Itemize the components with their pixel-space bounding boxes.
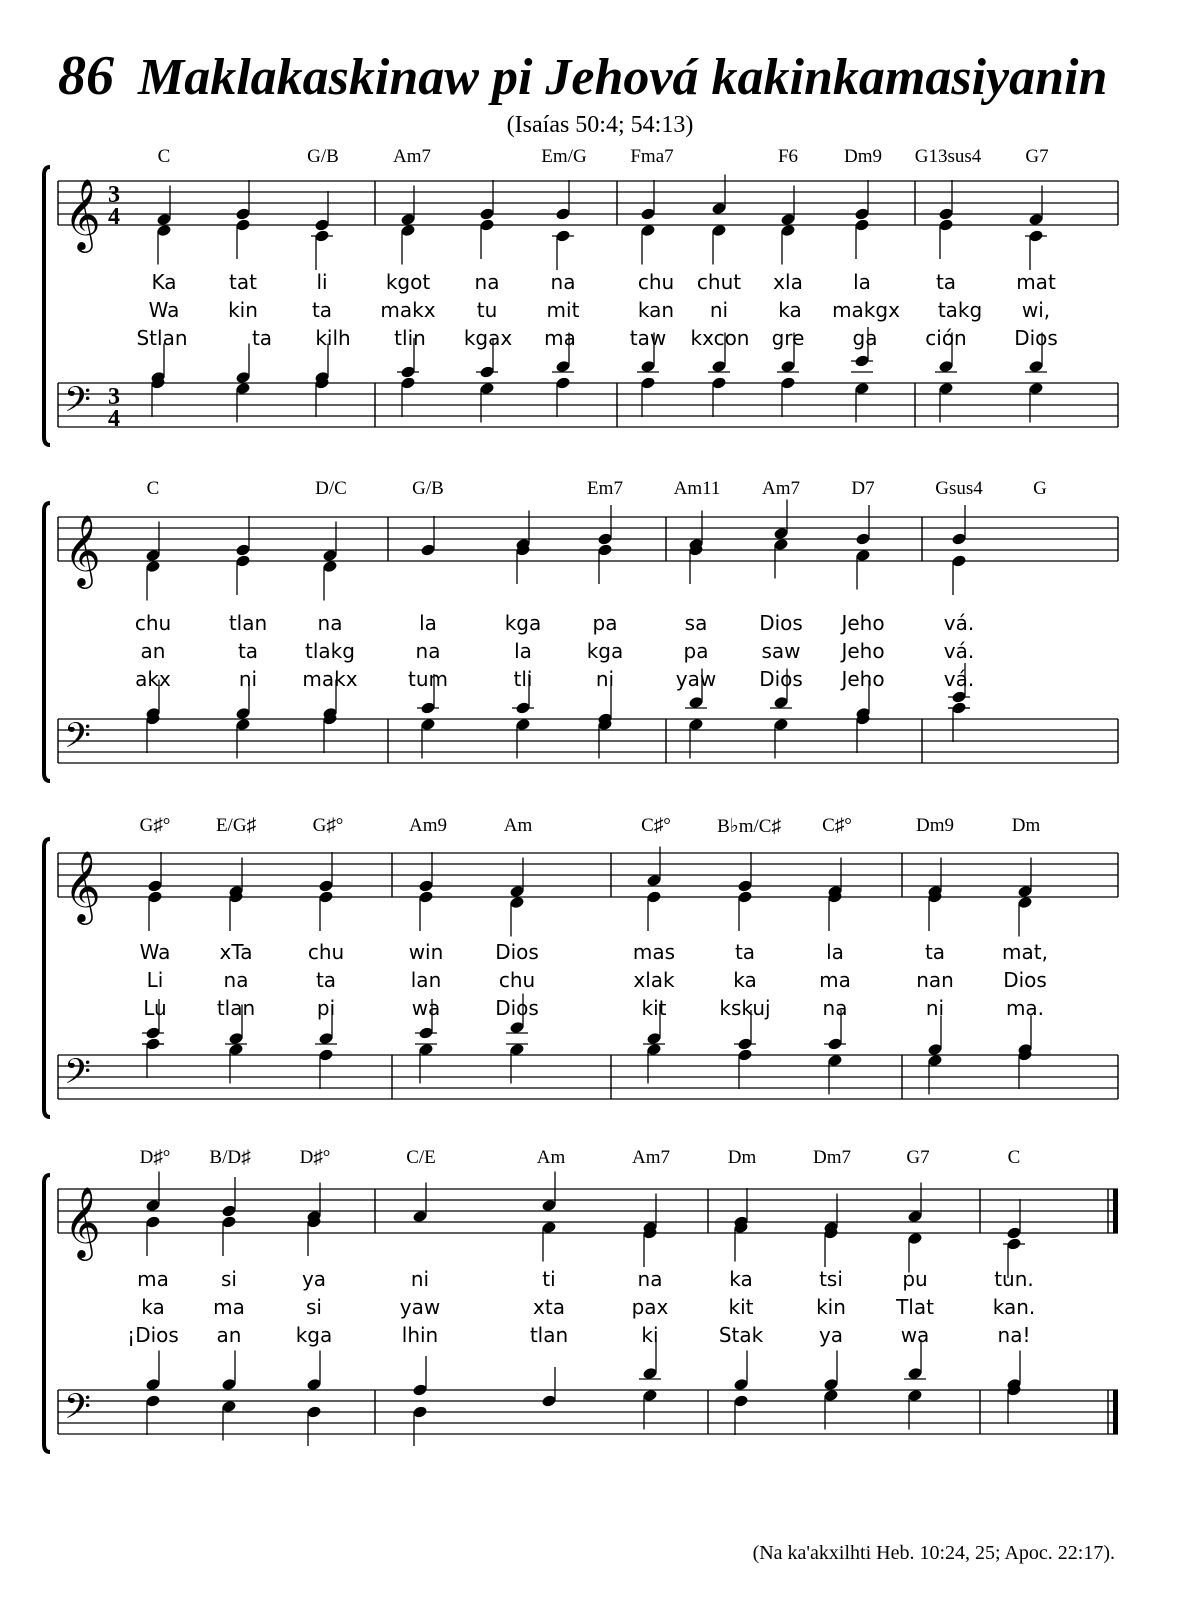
lyric-syllable: pi <box>316 996 336 1020</box>
lyric-syllable: kin <box>228 298 258 322</box>
lyric-syllable: ki <box>641 1323 659 1347</box>
lyric-syllable: ma <box>137 1267 169 1291</box>
lyric-syllable: saw <box>761 639 801 663</box>
chord-symbol: Dm9 <box>844 146 882 167</box>
chord-symbol: Am7 <box>632 1147 670 1168</box>
lyric-syllable: ta <box>251 326 273 350</box>
time-signature-numerator: 3 <box>108 384 120 410</box>
lyric-syllable: chut <box>696 270 742 294</box>
lyric-syllable: Jeho <box>841 611 885 635</box>
lyric-syllable: ta <box>237 639 259 663</box>
lyric-syllable: na <box>822 996 848 1020</box>
lyric-syllable: tlan <box>228 611 268 635</box>
bass-clef-icon: 𝄢 <box>64 1386 92 1435</box>
lyric-syllable: chu <box>498 968 536 992</box>
lyric-syllable: ma. <box>1005 996 1045 1020</box>
lyric-syllable: chu <box>307 940 345 964</box>
lyric-syllable: kgot <box>385 270 431 294</box>
lyric-syllable: win <box>408 940 444 964</box>
lyric-syllable: wa <box>411 996 441 1020</box>
lyric-syllable: ta <box>924 940 946 964</box>
bass-clef-icon: 𝄢 <box>64 715 92 764</box>
lyric-syllable: la <box>853 270 871 294</box>
lyric-syllable: Dios <box>495 996 539 1020</box>
chord-symbol: D♯° <box>139 1147 171 1168</box>
chord-symbol: Em/G <box>541 146 587 167</box>
lyric-syllable: la <box>419 611 437 635</box>
lyric-syllable: makx <box>302 667 358 691</box>
lyric-syllable: ma <box>213 1295 245 1319</box>
chord-symbol: F6 <box>777 146 799 167</box>
chord-symbol: Dm <box>1011 815 1041 836</box>
lyric-syllable: Li <box>146 968 164 992</box>
chord-symbol: Dm <box>727 1147 757 1168</box>
lyric-syllable: tat <box>229 270 257 294</box>
final-barline <box>1113 1189 1118 1233</box>
lyric-syllable: takg <box>937 298 983 322</box>
lyric-syllable: an <box>216 1323 242 1347</box>
lyric-syllable: kan. <box>992 1295 1036 1319</box>
lyric-syllable: ga <box>852 326 878 350</box>
lyric-syllable: ma <box>544 326 576 350</box>
lyric-syllable: ka <box>778 298 802 322</box>
lyric-syllable: kga <box>295 1323 333 1347</box>
lyric-syllable: kit <box>728 1295 754 1319</box>
lyric-syllable: yaw <box>399 1295 441 1319</box>
chord-symbol: C/E <box>406 1147 436 1168</box>
lyric-syllable: xla <box>773 270 803 294</box>
chord-symbol: Am9 <box>409 815 447 836</box>
lyric-syllable: na <box>550 270 576 294</box>
lyric-syllable: makgx <box>832 298 900 322</box>
lyric-syllable: la <box>826 940 844 964</box>
chord-symbol: D♯° <box>299 1147 331 1168</box>
lyric-syllable: Stlan <box>136 326 188 350</box>
time-signature-denominator: 4 <box>108 406 120 432</box>
lyric-syllable: tsi <box>819 1267 843 1291</box>
lyric-syllable: Dios <box>759 667 803 691</box>
chord-symbol: G <box>1033 478 1047 499</box>
lyric-syllable: ni <box>410 1267 430 1291</box>
lyric-syllable: kilh <box>315 326 351 350</box>
lyric-syllable: vá. <box>943 667 975 691</box>
lyric-syllable: mat <box>1016 270 1056 294</box>
lyric-syllable: Dios <box>1014 326 1058 350</box>
lyric-syllable: an <box>140 639 166 663</box>
lyric-syllable: kan <box>637 298 675 322</box>
lyric-syllable: ka <box>729 1267 753 1291</box>
chord-symbol: G7 <box>1025 146 1049 167</box>
lyric-syllable: kga <box>586 639 624 663</box>
lyric-syllable: kit <box>641 996 667 1020</box>
system-bracket <box>44 503 50 781</box>
lyric-syllable: Tlat <box>896 1295 934 1319</box>
scripture-reference: (Isaías 50:4; 54:13) <box>506 112 694 138</box>
treble-clef-icon: 𝄞 <box>64 849 101 922</box>
lyric-syllable: akx <box>135 667 171 691</box>
lyric-syllable: Lu <box>143 996 167 1020</box>
lyric-syllable: kxcon <box>690 326 750 350</box>
lyric-syllable: xTa <box>219 940 253 964</box>
lyric-syllable: tlin <box>394 326 426 350</box>
lyric-syllable: lhin <box>401 1323 439 1347</box>
chord-symbol: G7 <box>906 1147 930 1168</box>
chord-symbol: D/C <box>315 478 347 499</box>
footer-reference: (Na ka'akxilhti Heb. 10:24, 25; Apoc. 22:17). <box>752 1542 1115 1564</box>
lyric-syllable: ni <box>709 298 729 322</box>
lyric-syllable: ta <box>315 968 337 992</box>
lyric-syllable: chu <box>134 611 172 635</box>
lyric-syllable: na! <box>997 1323 1031 1347</box>
lyric-syllable: na <box>637 1267 663 1291</box>
hymn-number: 86 <box>58 45 114 107</box>
lyric-syllable: wa <box>900 1323 930 1347</box>
lyric-syllable: ma <box>819 968 851 992</box>
bass-clef-icon: 𝄢 <box>64 379 92 428</box>
lyric-syllable: si <box>221 1267 237 1291</box>
lyric-syllable: lan <box>410 968 442 992</box>
lyric-syllable: ¡Dios <box>127 1323 179 1347</box>
lyric-syllable: kgax <box>463 326 513 350</box>
lyric-syllable: ya <box>301 1267 327 1291</box>
chord-symbol: G♯° <box>139 815 171 836</box>
treble-clef-icon: 𝄞 <box>64 177 101 250</box>
lyric-syllable: tlan <box>216 996 256 1020</box>
lyric-syllable: ka <box>733 968 757 992</box>
system-bracket <box>44 839 50 1117</box>
lyric-syllable: pu <box>902 1267 928 1291</box>
lyric-syllable: chu <box>637 270 675 294</box>
lyric-syllable: kskuj <box>719 996 771 1020</box>
lyric-syllable: ni <box>925 996 945 1020</box>
lyric-syllable: xlak <box>633 968 675 992</box>
chord-symbol: Am7 <box>762 478 800 499</box>
lyric-syllable: nan <box>916 968 954 992</box>
lyric-syllable: Wa <box>148 298 180 322</box>
chord-symbol: Gsus4 <box>935 478 983 499</box>
lyric-syllable: mas <box>632 940 676 964</box>
lyric-syllable: Jeho <box>841 639 885 663</box>
lyric-syllable: la <box>514 639 532 663</box>
lyric-syllable: wi, <box>1021 298 1051 322</box>
chord-symbol: Em7 <box>587 478 623 499</box>
lyric-syllable: pa <box>683 639 709 663</box>
bass-clef-icon: 𝄢 <box>64 1051 92 1100</box>
lyric-syllable: Ka <box>151 270 177 294</box>
lyric-syllable: yaw <box>675 667 717 691</box>
chord-symbol: E/G♯ <box>215 815 257 836</box>
lyric-syllable: ta <box>935 270 957 294</box>
lyric-syllable: vá. <box>943 611 975 635</box>
system-bracket <box>44 1175 50 1452</box>
chord-symbol: B/D♯ <box>209 1147 251 1168</box>
lyric-syllable: si <box>306 1295 322 1319</box>
lyric-syllable: sa <box>684 611 708 635</box>
chord-symbol: B♭m/C♯ <box>717 816 781 837</box>
lyric-syllable: vá. <box>943 639 975 663</box>
lyric-syllable: li <box>316 270 328 294</box>
hymn-title: Maklakaskinaw pi Jehová kakinkamasiyanin <box>138 49 1108 106</box>
system-bracket <box>44 167 50 445</box>
lyric-syllable: kin <box>816 1295 846 1319</box>
time-signature-denominator: 4 <box>108 204 120 230</box>
chord-symbol: Am <box>536 1147 566 1168</box>
chord-symbol: G13sus4 <box>914 146 982 167</box>
chord-symbol: G/B <box>412 478 444 499</box>
lyric-syllable: tum <box>408 667 448 691</box>
chord-symbol: G♯° <box>312 815 344 836</box>
lyric-syllable: na <box>474 270 500 294</box>
chord-symbol: C♯° <box>822 815 852 836</box>
treble-clef-icon: 𝄞 <box>64 513 101 586</box>
lyric-syllable: makx <box>380 298 436 322</box>
lyric-syllable: kga <box>504 611 542 635</box>
lyric-syllable: na <box>415 639 441 663</box>
lyric-syllable: tlan <box>529 1323 569 1347</box>
chord-symbol: C <box>157 146 171 167</box>
lyric-syllable: na <box>317 611 343 635</box>
final-barline <box>1113 1390 1118 1434</box>
lyric-syllable: Dios <box>1003 968 1047 992</box>
lyric-syllable: Stak <box>718 1323 764 1347</box>
chord-symbol: G/B <box>307 146 339 167</box>
lyric-syllable: ya <box>818 1323 844 1347</box>
lyric-syllable: ka <box>141 1295 165 1319</box>
lyric-syllable: ti <box>542 1267 556 1291</box>
chord-symbol: Am11 <box>673 478 721 499</box>
lyric-syllable: tlakg <box>305 639 355 663</box>
lyric-syllable: ción <box>925 326 967 350</box>
chord-symbol: Am <box>503 815 533 836</box>
chord-symbol: Dm9 <box>916 815 954 836</box>
lyric-syllable: Wa <box>139 940 171 964</box>
lyric-syllable: mit <box>546 298 580 322</box>
lyric-syllable: ta <box>734 940 756 964</box>
lyric-syllable: Dios <box>495 940 539 964</box>
chord-symbol: D7 <box>851 478 875 499</box>
lyric-syllable: Jeho <box>841 667 885 691</box>
lyric-syllable: ni <box>238 667 258 691</box>
lyric-syllable: tu <box>476 298 498 322</box>
treble-clef-icon: 𝄞 <box>64 1185 101 1258</box>
chord-symbol: Fma7 <box>630 146 674 167</box>
lyric-syllable: tli <box>513 667 533 691</box>
lyric-syllable: gre <box>771 326 805 350</box>
time-signature-numerator: 3 <box>108 182 120 208</box>
chord-symbol: Dm7 <box>813 1147 851 1168</box>
chord-symbol: C♯° <box>641 815 671 836</box>
lyric-syllable: taw <box>629 326 667 350</box>
lyric-syllable: ta <box>311 298 333 322</box>
chord-symbol: C <box>146 478 160 499</box>
lyric-syllable: Dios <box>759 611 803 635</box>
lyric-syllable: mat, <box>1002 940 1048 964</box>
chord-symbol: C <box>1007 1147 1021 1168</box>
lyric-syllable: na <box>223 968 249 992</box>
lyric-syllable: pa <box>592 611 618 635</box>
lyric-syllable: pax <box>631 1295 669 1319</box>
lyric-syllable: tun. <box>994 1267 1034 1291</box>
lyric-syllable: xta <box>533 1295 565 1319</box>
chord-symbol: Am7 <box>393 146 431 167</box>
lyric-syllable: ni <box>595 667 615 691</box>
